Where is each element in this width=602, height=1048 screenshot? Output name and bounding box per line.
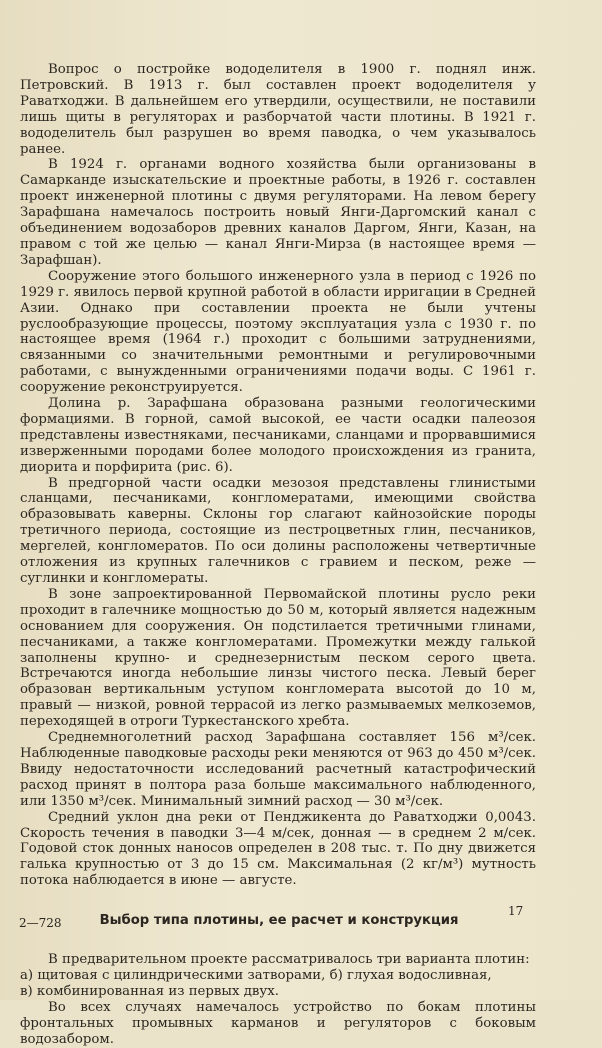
paragraph-dam-site: В зоне запроектированной Первомайской плотины русло реки проходит в галечнике мощностью до 50 м, который является надежным основанием для сооружения. Он подстилается третичными глинами, песчаниками, а также конгломератами. Промежутки между галькой заполнены крупно- и среднезернистым песком серого цвета. Встречаются иногда небольшие линзы чистого песка. Левый берег образован вертикальным уступом конгломерата высотой до 10 м, правый — низкой, ровной террасой из легко размываемых мелкоземов, переходящей в отроги Туркестанского хребта. <box>20 586 536 730</box>
paragraph-variant-options-b: в) комбинированная из первых двух. <box>20 983 279 999</box>
paragraph-side-pockets: Во всех случаях намечалось устройство по бокам плотины фронтальных промывных карманов и регуляторов с боковым водозабором. <box>20 999 536 1047</box>
paragraph-geology-foothills: В предгорной части осадки мезозоя представлены глинистыми сланцами, песчаниками, конгломератами, имеющими свойства образовывать каверны. Склоны гор слагают кайнозойские породы третичного периода, состоящие из пестроцветных глин, песчаников, мергелей, конгломератов. По оси долины расположены четвертичные отложения из крупных галечников с гравием и песком, реже — суглинки и конгломераты. <box>20 475 536 586</box>
paragraph-slope-sediment: Средний уклон дна реки от Пенджикента до Раватходжи 0,0043. Скорость течения в паводки 3—4 м/сек, донная — в среднем 2 м/сек. Годовой сток донных наносов определен в 208 тыс. т. По дну движется галька крупностью от 3 до 15 см. Максимальная (2 кг/м³) мутность потока наблюдается в июне — августе. <box>20 809 536 889</box>
paragraph-vododelitel-history: Вопрос о постройке вододелителя в 1900 г. поднял инж. Петровский. В 1913 г. был составлен проект вододелителя у Раватходжи. В дальнейшем его утвердили, осуществили, не поставили лишь щиты в регуляторах и разборчатой части плотины. В 1921 г. вододелитель был разрушен во время паводка, о чем указывалось ранее. <box>20 62 536 157</box>
printer-signature: 2—728 <box>19 916 62 930</box>
page-footer <box>0 902 602 930</box>
paragraph-variant-options-a: а) щитовая с цилиндрическими затворами, б) глухая водосливная, <box>20 968 492 984</box>
section-heading: Выбор типа плотины, ее расчет и конструкция <box>99 913 459 929</box>
paragraph-construction-1926: Сооружение этого большого инженерного узла в период с 1926 по 1929 г. явилось первой крупной работой в области ирригации в Средней Азии. Однако при составлении проекта не были учтены руслообразующие процессы, поэтому эксплуатация узла с 1930 г. по настоящее время (1964 г.) проходит с большими затруднениями, связанными со значительными ремонтными и регулировочными работами, с вынужденными ограничениями подачи воды. С 1961 г. сооружение реконструируется. <box>20 268 536 396</box>
page-body <box>0 62 602 1048</box>
paragraph-variants-intro: В предварительном проекте рассматривалось три варианта плотин: <box>48 952 530 968</box>
paragraph-discharge: Среднемноголетний расход Зарафшана составляет 156 м³/сек. Наблюденные паводковые расходы реки меняются от 963 до 450 м³/сек. Ввиду недостаточности исследований расчетный катастрофический расход принят в полтора раза больше максимального наблюденного, или 1350 м³/сек. Минимальный зимний расход — 30 м³/сек. <box>20 730 536 809</box>
page-number: 17 <box>508 904 524 918</box>
paragraph-1924-project: В 1924 г. органами водного хозяйства были организованы в Самарканде изыскательские и проектные работы, в 1926 г. составлен проект инженерной плотины с двумя регуляторами. На левом берегу Зарафшана намечалось построить новый Янги-Даргомский канал с объединением водозаборов древних каналов Даргом, Янги, Казан, на правом с той же целью — канал Янги-Мирза (в настоящее время — Зарафшан). <box>20 157 536 268</box>
paragraph-geology-valley: Долина р. Зарафшана образована разными геологическими формациями. В горной, самой высокой, ее части осадки палеозоя представлены известняками, песчаниками, сланцами и прорвавшимися изверженными породами более молодого происхождения из гранита, диорита и порфирита (рис. 6). <box>20 396 536 475</box>
